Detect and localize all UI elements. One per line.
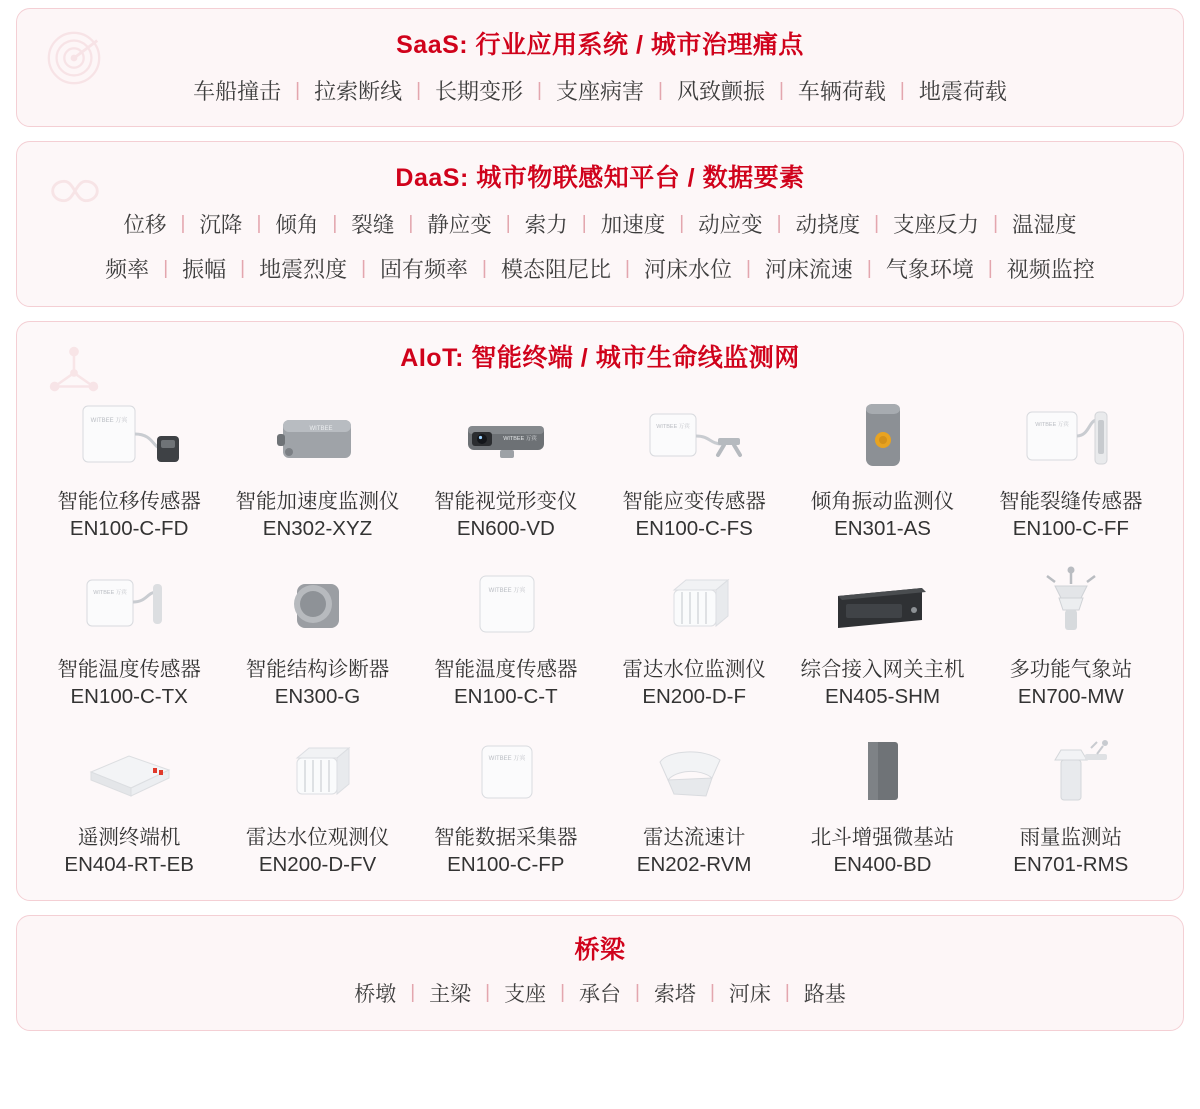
temperature-sensor-icon [54, 556, 204, 652]
device-name: 智能应变传感器 [622, 490, 766, 513]
device-name: 综合接入网关主机 [800, 658, 965, 682]
device-item[interactable] [977, 384, 1165, 548]
weather-station-icon [996, 556, 1146, 652]
device-model: EN100-C-FD [69, 517, 189, 541]
device-item[interactable] [977, 720, 1165, 884]
device-name: 智能温度传感器 [434, 658, 578, 682]
term-separator: | [410, 982, 416, 1004]
device-name: 雷达水位监测仪 [622, 658, 766, 682]
svg-text:WITBEE: WITBEE [309, 426, 333, 432]
saas-term: 支座病害 [555, 79, 644, 104]
device-item[interactable] [412, 720, 600, 884]
bridge-term-list [17, 972, 1183, 1030]
device-model: EN100-C-FF [1012, 517, 1129, 541]
device-name: 智能视觉形变仪 [434, 490, 578, 513]
gateway-host-icon [807, 556, 957, 652]
device-item[interactable] [977, 552, 1165, 716]
term-separator: | [295, 79, 301, 101]
term-separator: | [505, 212, 511, 234]
term-separator: | [987, 257, 993, 279]
device-name: 智能温度传感器 [57, 658, 201, 682]
term-separator: | [658, 79, 663, 101]
aiot-title-en: AIoT: [400, 344, 464, 372]
telemetry-terminal-icon [54, 724, 204, 820]
device-item[interactable] [788, 384, 976, 548]
term-separator: | [679, 212, 685, 234]
device-name: 遥测终端机 [77, 826, 181, 850]
device-name: 雨量监测站 [1019, 826, 1123, 850]
term-separator: | [240, 257, 246, 279]
term-separator: | [635, 982, 640, 1004]
saas-term: 风致颤振 [676, 79, 765, 104]
svg-text:WITBEE 万宾: WITBEE 万宾 [656, 424, 690, 430]
term-separator: | [485, 982, 491, 1004]
tilt-vibration-icon [807, 388, 957, 484]
term-separator: | [537, 79, 542, 101]
daas-term-list-row2 [17, 249, 1183, 306]
device-model: EN301-AS [834, 517, 931, 541]
svg-text:WITBEE 万宾: WITBEE 万宾 [93, 590, 127, 597]
daas-term: 动挠度 [795, 213, 861, 237]
bridge-term: 桥墩 [354, 983, 397, 1007]
saas-term: 地震荷载 [918, 79, 1007, 104]
device-model: EN300-G [274, 685, 361, 709]
radar-flow-meter-icon [619, 724, 769, 820]
term-separator: | [163, 257, 169, 279]
device-grid [17, 380, 1183, 900]
vision-camera-icon [431, 388, 581, 484]
radar-water-observer-icon [242, 724, 392, 820]
daas-term: 倾角 [275, 213, 319, 237]
saas-term: 车船撞击 [193, 79, 282, 104]
device-model: EN405-SHM [824, 685, 941, 709]
svg-text:WITBEE 万宾: WITBEE 万宾 [488, 588, 526, 595]
daas-term: 裂缝 [351, 213, 395, 237]
daas-term: 河床水位 [643, 257, 732, 282]
device-model: EN100-C-FS [635, 517, 753, 541]
daas-term: 地震烈度 [259, 257, 348, 282]
bridge-term: 索塔 [653, 983, 696, 1007]
term-separator: | [874, 212, 880, 234]
svg-text:WITBEE 万宾: WITBEE 万宾 [1035, 422, 1069, 428]
bridge-term: 路基 [803, 983, 846, 1007]
device-item[interactable] [600, 720, 788, 884]
device-item[interactable] [35, 720, 223, 884]
saas-term: 拉索断线 [314, 79, 403, 104]
daas-title-en: DaaS: [395, 164, 469, 192]
bridge-layer-card [16, 915, 1184, 1031]
saas-layer-card [16, 8, 1184, 127]
term-separator: | [709, 982, 715, 1004]
daas-title [17, 142, 1183, 200]
bridge-term: 河床 [728, 983, 771, 1007]
bridge-term: 承台 [579, 983, 621, 1007]
daas-term: 频率 [105, 257, 150, 282]
device-model: EN400-BD [833, 853, 932, 877]
term-separator: | [625, 257, 630, 279]
beidou-base-station-icon [807, 724, 957, 820]
device-item[interactable] [223, 720, 411, 884]
term-separator: | [180, 212, 186, 234]
structure-diagnoser-icon [242, 556, 392, 652]
daas-term: 振幅 [182, 257, 227, 282]
daas-term: 支座反力 [893, 213, 980, 237]
device-item[interactable] [35, 384, 223, 548]
daas-term-list-row1 [17, 200, 1183, 249]
term-separator: | [581, 212, 587, 234]
daas-term: 河床流速 [764, 257, 853, 282]
device-name: 智能结构诊断器 [245, 658, 390, 682]
device-model: EN200-D-FV [258, 853, 377, 877]
device-item[interactable] [412, 384, 600, 548]
displacement-sensor-icon [54, 388, 204, 484]
daas-term: 索力 [524, 213, 568, 237]
rain-gauge-icon [996, 724, 1146, 820]
daas-term: 温湿度 [1012, 213, 1077, 237]
saas-title-cn: 行业应用系统 / 城市治理痛点 [475, 31, 804, 59]
term-separator: | [866, 257, 872, 279]
device-model: EN701-RMS [1013, 853, 1129, 877]
strain-sensor-icon [619, 388, 769, 484]
device-item[interactable] [788, 720, 976, 884]
device-name: 北斗增强微基站 [810, 826, 955, 850]
saas-title [17, 9, 1183, 67]
device-name: 多功能气象站 [1009, 658, 1133, 682]
saas-title-en: SaaS: [396, 31, 469, 59]
svg-text:WITBEE 万宾: WITBEE 万宾 [90, 418, 128, 424]
data-collector-icon [431, 724, 581, 820]
aiot-title-cn: 智能终端 / 城市生命线监测网 [471, 344, 800, 372]
temperature-box-icon [431, 556, 581, 652]
device-model: EN100-C-FP [447, 853, 565, 877]
saas-term: 车辆荷载 [797, 79, 886, 104]
device-name: 智能加速度监测仪 [235, 490, 400, 513]
daas-term: 固有频率 [380, 257, 469, 282]
daas-term: 加速度 [600, 213, 666, 237]
term-separator: | [416, 79, 422, 101]
bridge-title [17, 916, 1183, 972]
device-item[interactable] [412, 552, 600, 716]
term-separator: | [560, 982, 565, 1004]
device-name: 雷达流速计 [642, 826, 746, 850]
bridge-term: 主梁 [429, 983, 472, 1007]
device-model: EN100-C-T [453, 685, 558, 709]
daas-term: 模态阻尼比 [500, 257, 611, 282]
device-item[interactable] [223, 384, 411, 548]
device-item[interactable] [35, 552, 223, 716]
device-model: EN200-D-F [642, 685, 746, 709]
term-separator: | [256, 212, 262, 234]
device-name: 倾角振动监测仪 [810, 490, 955, 513]
device-model: EN100-C-TX [70, 685, 188, 709]
aiot-title [17, 322, 1183, 380]
term-separator: | [408, 212, 414, 234]
bridge-term: 支座 [504, 983, 547, 1007]
device-model: EN202-RVM [636, 853, 752, 877]
device-name: 智能裂缝传感器 [999, 490, 1143, 513]
device-item[interactable] [223, 552, 411, 716]
svg-text:WITBEE 万宾: WITBEE 万宾 [488, 756, 526, 763]
bridge-title-cn: 桥梁 [574, 936, 626, 965]
term-separator: | [778, 79, 784, 101]
daas-term: 动应变 [698, 213, 763, 237]
accelerometer-icon [242, 388, 392, 484]
crack-sensor-icon [996, 388, 1146, 484]
device-item[interactable] [788, 552, 976, 716]
term-separator: | [993, 212, 998, 234]
device-name: 智能数据采集器 [434, 826, 578, 850]
daas-term: 视频监控 [1006, 257, 1095, 282]
device-model: EN600-VD [456, 517, 555, 541]
device-model: EN302-XYZ [262, 517, 373, 541]
device-name: 雷达水位观测仪 [245, 826, 390, 850]
aiot-layer-card [16, 321, 1184, 901]
daas-term: 静应变 [427, 213, 492, 237]
device-model: EN700-MW [1017, 685, 1124, 709]
device-item[interactable] [600, 384, 788, 548]
device-model: EN404-RT-EB [64, 853, 194, 877]
daas-term: 沉降 [199, 213, 243, 237]
term-separator: | [784, 982, 790, 1004]
daas-term: 气象环境 [885, 257, 974, 282]
device-item[interactable] [600, 552, 788, 716]
term-separator: | [899, 79, 905, 101]
term-separator: | [361, 257, 367, 279]
daas-title-cn: 城市物联感知平台 / 数据要素 [476, 164, 805, 192]
term-separator: | [776, 212, 782, 234]
term-separator: | [332, 212, 338, 234]
saas-term: 长期变形 [435, 79, 524, 104]
term-separator: | [482, 257, 487, 279]
device-name: 智能位移传感器 [57, 490, 201, 513]
daas-layer-card [16, 141, 1184, 307]
radar-water-level-icon [619, 556, 769, 652]
term-separator: | [745, 257, 751, 279]
saas-term-list [17, 67, 1183, 126]
svg-text:WITBEE 万宾: WITBEE 万宾 [503, 436, 537, 442]
daas-term: 位移 [123, 213, 167, 237]
